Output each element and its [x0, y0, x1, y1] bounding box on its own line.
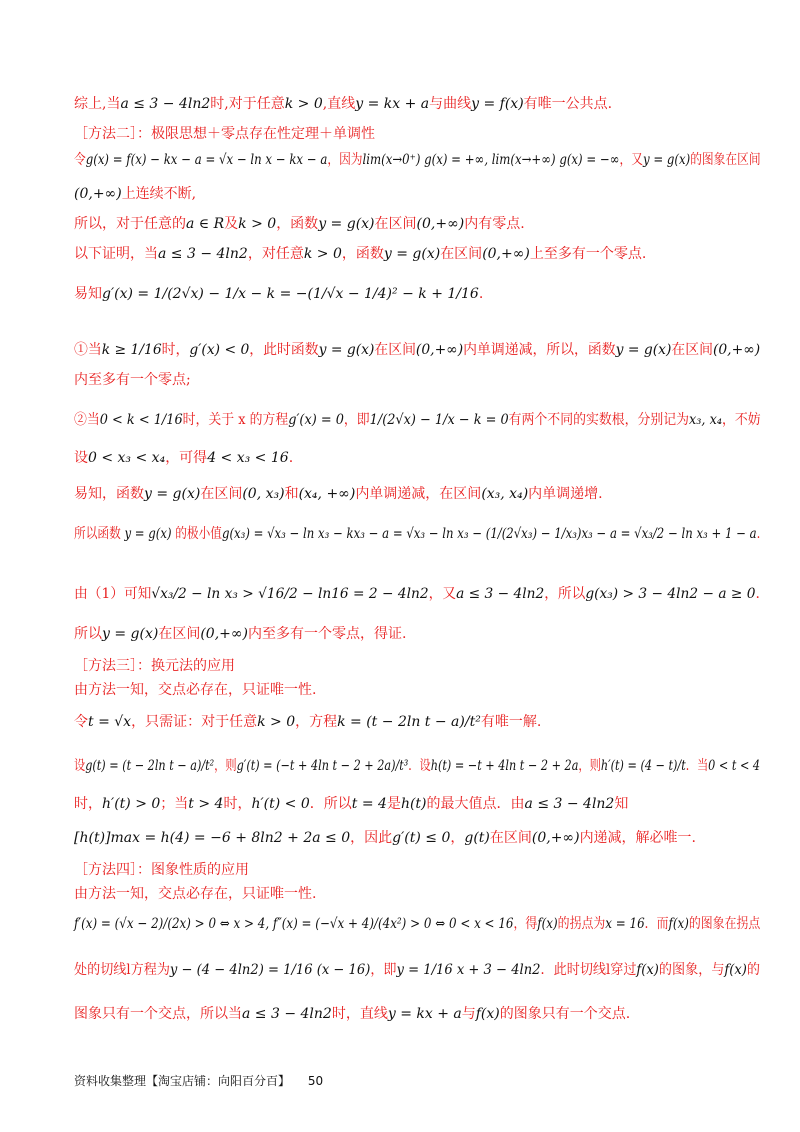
- math-expr: f(x): [724, 962, 747, 978]
- text-run: ［方法三］：换元法的应用: [74, 658, 235, 674]
- math-expr: g′(x) = 1/(2√x) − 1/x − k = −(1/√x − 1/4)² − k + 1/16: [102, 286, 479, 302]
- text-run: 在区间: [671, 342, 713, 358]
- math-expr: h′(t) > 0: [102, 796, 161, 812]
- math-expr: k ≥ 1/16: [101, 342, 162, 358]
- text-run: ，所以: [544, 586, 586, 602]
- text-run: 所以函数: [74, 526, 125, 542]
- math-expr: g′(t) ≤ 0: [392, 830, 451, 846]
- text-line-l02: [74, 124, 740, 144]
- math-expr: g(t) = (t − 2ln t − a)/t²: [85, 758, 215, 774]
- math-expr: a ≤ 3 − 4ln2: [456, 586, 545, 602]
- math-expr: y = g(x): [318, 342, 375, 358]
- text-run: 内至多有一个零点;: [74, 372, 191, 388]
- math-expr: t = 4: [351, 796, 387, 812]
- text-run: ，: [450, 830, 465, 846]
- text-run: 处的切线l方程为: [74, 962, 170, 978]
- text-run: ②当: [74, 412, 100, 428]
- text-line-l21: [74, 828, 740, 848]
- text-line-l14: [74, 584, 760, 604]
- text-run: ，即: [343, 412, 370, 428]
- math-expr: (0,+∞): [415, 342, 464, 358]
- text-line-l11: [74, 448, 740, 468]
- math-expr: (0,+∞): [74, 186, 122, 202]
- text-line-l01: [74, 94, 740, 114]
- text-line-l10: [74, 410, 761, 430]
- page-footer: [74, 1072, 323, 1089]
- math-expr: a ≤ 3 − 4ln2: [242, 1006, 332, 1022]
- text-line-l13: [74, 524, 761, 544]
- text-run: 的图象在区间: [690, 152, 761, 168]
- text-run: ，又: [428, 586, 457, 602]
- text-run: ，又: [619, 152, 643, 168]
- math-expr: lim(x→0⁺) g(x) = +∞, lim(x→+∞) g(x) = −∞: [362, 152, 620, 168]
- text-line-l19: [74, 756, 761, 776]
- math-expr: g(x₃) > 3 − 4ln2 − a ≥ 0: [585, 586, 756, 602]
- text-run: 内单调递减，所以，函数: [463, 342, 616, 358]
- text-line-l08: [74, 340, 761, 360]
- math-expr: (x₄, +∞): [298, 486, 356, 502]
- math-expr: 0 < x₃ < x₄: [88, 450, 166, 466]
- math-expr: g(t): [464, 830, 490, 846]
- text-run: ，只需证：对于任意: [131, 714, 258, 730]
- text-run: 上至多有一个零点.: [529, 246, 647, 262]
- math-expr: 0 < t < 4: [708, 758, 761, 774]
- math-expr: a ≤ 3 − 4ln2: [158, 246, 248, 262]
- math-expr: h(t): [400, 796, 427, 812]
- text-line-l09: [74, 370, 740, 390]
- text-run: 的: [746, 962, 761, 978]
- text-line-l03: [74, 150, 761, 170]
- text-run: ①当: [74, 342, 102, 358]
- text-run: 是: [386, 796, 401, 812]
- text-run: 的图象，与: [658, 962, 725, 978]
- text-run: ．所以: [309, 796, 352, 812]
- math-expr: f(x): [475, 1006, 500, 1022]
- math-expr: t = √x: [88, 714, 132, 730]
- text-run: .: [755, 586, 760, 602]
- text-run: .: [756, 526, 761, 542]
- text-run: 的极小值: [171, 526, 222, 542]
- text-run: ，则: [214, 758, 237, 774]
- text-line-l04: [74, 184, 740, 204]
- text-run: ，则: [578, 758, 601, 774]
- text-run: 知: [614, 796, 629, 812]
- math-expr: [h(t)]max = h(4) = −6 + 8ln2 + 2a ≤ 0: [74, 830, 351, 846]
- text-run: 时，关于 x 的方程: [182, 412, 289, 428]
- text-run: 内有零点.: [464, 216, 525, 232]
- text-run: 所以: [74, 626, 102, 642]
- text-run: ，函数: [341, 246, 384, 262]
- text-run: 时，直线: [331, 1006, 388, 1022]
- math-expr: g′(x) < 0: [189, 342, 250, 358]
- text-run: 时，: [223, 796, 252, 812]
- math-expr: g(x₃) = √x₃ − ln x₃ − kx₃ − a = √x₃ − ln x₃ − (1/(2√x₃) − 1/x₃)x₃ − a = √x₃/2 − ln x₃ + 1 − a: [221, 526, 757, 542]
- text-line-l15: [74, 624, 740, 644]
- math-expr: k = (t − 2ln t − a)/t²: [337, 714, 481, 730]
- math-expr: (0,+∞): [200, 626, 249, 642]
- text-run: 由（1）可知: [74, 586, 152, 602]
- math-expr: g′(t) = (−t + 4ln t − 2 + 2a)/t³: [236, 758, 409, 774]
- text-line-l05: [74, 214, 740, 234]
- text-run: 在区间: [440, 246, 483, 262]
- text-run: 的最大值点．由: [426, 796, 525, 812]
- text-line-l12: [74, 484, 740, 504]
- page-number: 50: [307, 1074, 324, 1088]
- math-expr: y = kx + a: [387, 1006, 462, 1022]
- text-line-l06: [74, 244, 740, 264]
- text-run: 令: [74, 152, 86, 168]
- text-run: ［方法二］：极限思想＋零点存在性定理＋单调性: [74, 126, 375, 142]
- text-run: 由方法一知，交点必存在，只证唯一性.: [74, 682, 317, 698]
- text-run: 令: [74, 714, 88, 730]
- text-run: .: [478, 286, 484, 302]
- footer-source: 资料收集整理【淘宝店铺：向阳百分百】: [74, 1074, 291, 1088]
- math-expr: √x₃/2 − ln x₃ > √16/2 − ln16 = 2 − 4ln2: [151, 586, 429, 602]
- math-expr: t > 4: [188, 796, 224, 812]
- text-run: 的拐点为: [557, 916, 606, 932]
- math-expr: f(x): [668, 916, 689, 932]
- text-run: 内递减，解必唯一.: [579, 830, 697, 846]
- text-run: 易知: [74, 286, 102, 302]
- math-expr: (x₃, x₄): [481, 486, 529, 502]
- math-expr: h(t) = −t + 4ln t − 2 + 2a: [430, 758, 579, 774]
- math-expr: y − (4 − 4ln2) = 1/16 (x − 16): [169, 962, 371, 978]
- math-expr: y = g(x): [615, 342, 672, 358]
- text-run: 的图象在拐点: [688, 916, 761, 932]
- math-expr: k > 0: [257, 714, 296, 730]
- text-run: ．此时切线l穿过: [540, 962, 637, 978]
- text-run: 综上,当: [74, 96, 121, 112]
- text-line-l24: [74, 914, 761, 934]
- text-line-l26: [74, 1004, 740, 1024]
- text-line-l16: [74, 656, 740, 676]
- text-line-l20: [74, 794, 740, 814]
- text-run: ,直线: [322, 96, 356, 112]
- text-run: ，不妨: [722, 412, 761, 428]
- text-run: 设: [74, 450, 88, 466]
- text-run: 的图象只有一个交点.: [499, 1006, 631, 1022]
- text-run: ，可得: [165, 450, 208, 466]
- text-run: 在区间: [374, 216, 417, 232]
- text-run: 时，: [161, 342, 190, 358]
- text-run: 在区间: [158, 626, 201, 642]
- text-run: 有唯一公共点.: [523, 96, 613, 112]
- math-expr: a ≤ 3 − 4ln2: [524, 796, 615, 812]
- text-run: ，此时函数: [249, 342, 319, 358]
- math-expr: f′(x) = (√x − 2)/(2x) > 0 ⇔ x > 4, f″(x) = (−√x + 4)/(4x²) > 0 ⇔ 0 < x < 16: [74, 916, 514, 932]
- text-run: 有唯一解.: [480, 714, 542, 730]
- text-run: 有两个不同的实数根，分别记为: [508, 412, 689, 428]
- text-run: ．当: [685, 758, 709, 774]
- math-expr: h′(t) = (4 − t)/t: [600, 758, 686, 774]
- text-line-l17: [74, 680, 740, 700]
- text-line-l18: [74, 712, 740, 732]
- text-line-l22: [74, 860, 740, 880]
- text-run: 上连续不断,: [121, 186, 197, 202]
- math-expr: x = 16: [605, 916, 645, 932]
- math-expr: y = g(x): [144, 486, 201, 502]
- math-expr: k > 0: [303, 246, 342, 262]
- text-run: 所以，对于任意的: [74, 216, 186, 232]
- text-run: 时,对于任意: [210, 96, 285, 112]
- text-run: ［方法四］：图象性质的应用: [74, 862, 249, 878]
- math-expr: y = g(x): [318, 216, 375, 232]
- math-expr: y = g(x): [124, 526, 172, 542]
- text-run: 及: [224, 216, 239, 232]
- text-run: ，因为: [327, 152, 363, 168]
- math-expr: y = g(x): [383, 246, 441, 262]
- text-run: ，因此: [350, 830, 393, 846]
- math-expr: y = g(x): [642, 152, 691, 168]
- text-run: ，函数: [276, 216, 319, 232]
- math-expr: k > 0: [238, 216, 277, 232]
- text-run: ，即: [370, 962, 397, 978]
- text-run: 与: [461, 1006, 476, 1022]
- text-run: 在区间: [200, 486, 243, 502]
- text-run: 图象只有一个交点，所以当: [74, 1006, 242, 1022]
- text-run: ；当: [160, 796, 189, 812]
- text-run: 在区间: [489, 830, 532, 846]
- math-expr: g′(x) = 0: [288, 412, 344, 428]
- text-run: ，方程: [295, 714, 338, 730]
- text-run: 以下证明，当: [74, 246, 158, 262]
- text-run: 时，: [74, 796, 102, 812]
- math-expr: 4 < x₃ < 16: [207, 450, 289, 466]
- math-expr: y = f(x): [471, 96, 524, 112]
- text-run: 和: [284, 486, 299, 502]
- text-run: 易知，函数: [74, 486, 144, 502]
- math-expr: (0,+∞): [416, 216, 465, 232]
- math-expr: a ≤ 3 − 4ln2: [120, 96, 211, 112]
- math-expr: (0,+∞): [712, 342, 761, 358]
- math-expr: x₃, x₄: [688, 412, 723, 428]
- text-line-l07: [74, 284, 740, 304]
- text-run: 由方法一知，交点必存在，只证唯一性.: [74, 886, 317, 902]
- math-expr: y = g(x): [102, 626, 159, 642]
- math-expr: y = 1/16 x + 3 − 4ln2: [396, 962, 541, 978]
- text-run: ．而: [644, 916, 669, 932]
- math-expr: (0, x₃): [242, 486, 285, 502]
- math-expr: (0,+∞): [531, 830, 580, 846]
- math-expr: k > 0: [284, 96, 323, 112]
- text-run: 设: [74, 758, 86, 774]
- math-expr: g(x) = f(x) − kx − a = √x − ln x − kx − a: [85, 152, 328, 168]
- text-run: 内单调递减，在区间: [355, 486, 482, 502]
- text-run: ．设: [408, 758, 431, 774]
- text-run: 与曲线: [429, 96, 472, 112]
- text-run: .: [288, 450, 294, 466]
- math-expr: y = kx + a: [355, 96, 430, 112]
- text-line-l23: [74, 884, 740, 904]
- text-run: 内至多有一个零点，得证.: [248, 626, 407, 642]
- math-expr: 0 < k < 1/16: [99, 412, 183, 428]
- math-expr: f(x): [537, 916, 558, 932]
- math-expr: (0,+∞): [482, 246, 530, 262]
- math-expr: h′(t) < 0: [251, 796, 310, 812]
- text-run: 在区间: [374, 342, 416, 358]
- text-run: ，得: [513, 916, 538, 932]
- math-expr: 1/(2√x) − 1/x − k = 0: [369, 412, 509, 428]
- text-line-l25: [74, 960, 761, 980]
- math-expr: a ∈ R: [186, 216, 225, 232]
- text-run: 内单调递增.: [528, 486, 603, 502]
- text-run: ，对任意: [247, 246, 304, 262]
- math-expr: f(x): [636, 962, 659, 978]
